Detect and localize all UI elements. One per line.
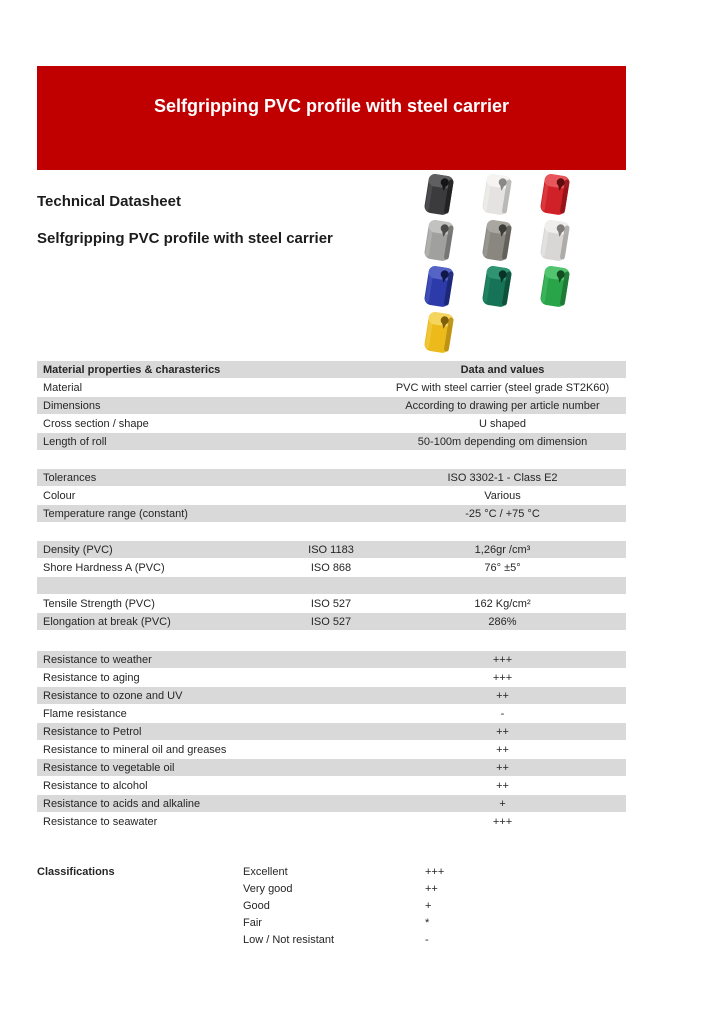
profile-swatch-dark-green — [474, 264, 520, 308]
profile-swatch-white — [474, 172, 520, 216]
legend-symbol: * — [425, 916, 430, 929]
profile-swatch-light-grey — [532, 218, 578, 262]
classifications-title: Classifications — [37, 865, 115, 878]
table-row: Density (PVC) ISO 1183 1,26gr /cm³ — [37, 541, 626, 559]
profile-swatch-blue — [416, 264, 462, 308]
profile-swatch-grey — [416, 218, 462, 262]
legend-symbol: +++ — [425, 865, 445, 878]
table-row: Resistance to vegetable oil ++ — [37, 759, 626, 777]
table-row: Flame resistance - — [37, 705, 626, 723]
table-row-empty — [37, 577, 626, 595]
table-header-label: Material properties & charasterics — [43, 363, 221, 376]
table-row: Resistance to seawater +++ — [37, 813, 626, 831]
profile-swatch-taupe-grey — [474, 218, 520, 262]
properties-table — [37, 361, 626, 831]
table-row: Resistance to ozone and UV ++ — [37, 687, 626, 705]
legend-label: Excellent — [243, 865, 288, 878]
table-row: Material PVC with steel carrier (steel grade ST2K60) — [37, 379, 626, 397]
table-row: Resistance to mineral oil and greases ++ — [37, 741, 626, 759]
table-row: Shore Hardness A (PVC) ISO 868 76° ±5° — [37, 559, 626, 577]
table-row: Elongation at break (PVC) ISO 527 286% — [37, 613, 626, 631]
table-group-resistance — [37, 651, 626, 831]
heading-product-name: Selfgripping PVC profile with steel carrier — [37, 230, 333, 247]
profile-swatch-yellow — [416, 310, 462, 354]
classifications-legend — [37, 863, 626, 948]
title-banner — [37, 66, 626, 170]
legend-label: Fair — [243, 916, 262, 929]
table-row: Colour Various — [37, 487, 626, 505]
profile-swatch-black — [416, 172, 462, 216]
table-header-value: Data and values — [460, 363, 545, 376]
legend-symbol: + — [425, 899, 432, 912]
table-row: Resistance to acids and alkaline + — [37, 795, 626, 813]
table-group-tolerances — [37, 469, 626, 523]
product-color-grid — [410, 171, 624, 355]
table-row: Tolerances ISO 3302-1 - Class E2 — [37, 469, 626, 487]
legend-label: Very good — [243, 882, 293, 895]
table-row: Resistance to alcohol ++ — [37, 777, 626, 795]
banner-title: Selfgripping PVC profile with steel carrier — [153, 96, 510, 116]
table-row: Length of roll 50-100m depending om dimension — [37, 433, 626, 451]
legend-label: Good — [243, 899, 270, 912]
heading-technical-datasheet: Technical Datasheet — [37, 193, 181, 210]
table-row: Tensile Strength (PVC) ISO 527 162 Kg/cm² — [37, 595, 626, 613]
profile-swatch-red — [532, 172, 578, 216]
profile-swatch-green — [532, 264, 578, 308]
legend-label: Low / Not resistant — [243, 933, 335, 946]
table-group-general — [37, 361, 626, 451]
table-row: Resistance to Petrol ++ — [37, 723, 626, 741]
table-row: Resistance to weather +++ — [37, 651, 626, 669]
table-header-row — [37, 361, 626, 379]
legend-symbol: ++ — [425, 882, 438, 895]
legend-symbol: - — [425, 933, 429, 946]
table-row: Resistance to aging +++ — [37, 669, 626, 687]
table-row: Cross section / shape U shaped — [37, 415, 626, 433]
table-row: Temperature range (constant) -25 °C / +75 °C — [37, 505, 626, 523]
table-row: Dimensions According to drawing per article number — [37, 397, 626, 415]
table-group-mechanical — [37, 541, 626, 631]
